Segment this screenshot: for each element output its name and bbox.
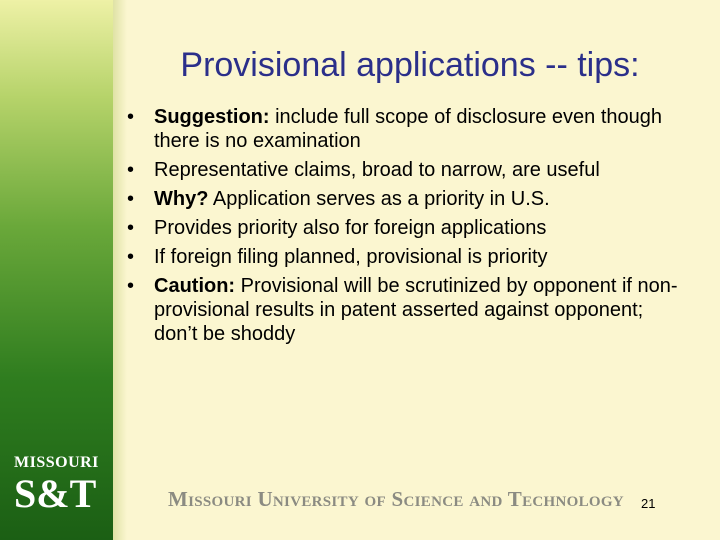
list-item	[127, 274, 692, 346]
bullet-text: Provides priority also for foreign applications	[154, 217, 547, 239]
logo-monogram: S&T	[14, 471, 97, 516]
list-item	[127, 187, 692, 211]
list-item	[127, 245, 692, 269]
bullet-icon: •	[127, 275, 135, 297]
list-item	[127, 105, 692, 153]
bullet-icon: •	[127, 246, 135, 268]
bullet-lead: Why?	[154, 188, 209, 210]
bullet-lead: Suggestion:	[154, 106, 270, 128]
bullet-list	[127, 105, 692, 351]
list-item	[127, 158, 692, 182]
university-name: Missouri University of Science and Technology	[168, 487, 624, 511]
bullet-text: Provisional will be scrutinized by opponent if non-provisional results in patent asserted against opponent; don’t be shoddy	[154, 275, 678, 345]
bullet-text: include full scope of disclosure even though there is no examination	[154, 106, 663, 152]
page-number: 21	[641, 496, 656, 511]
logo-wordmark: MISSOURI	[14, 454, 99, 471]
bullet-text: If foreign filing planned, provisional is priority	[154, 246, 548, 268]
missouri-st-logo	[14, 454, 98, 515]
bullet-icon: •	[127, 106, 135, 128]
slide-title: Provisional applications -- tips:	[180, 46, 640, 84]
bullet-text: Application serves as a priority in U.S.	[208, 188, 550, 210]
bullet-icon: •	[127, 217, 135, 239]
bullet-icon: •	[127, 188, 135, 210]
bullet-icon: •	[127, 159, 135, 181]
bullet-lead: Caution:	[154, 275, 236, 297]
sidebar-fade	[113, 0, 127, 540]
list-item	[127, 216, 692, 240]
bullet-text: Representative claims, broad to narrow, are useful	[154, 159, 600, 181]
